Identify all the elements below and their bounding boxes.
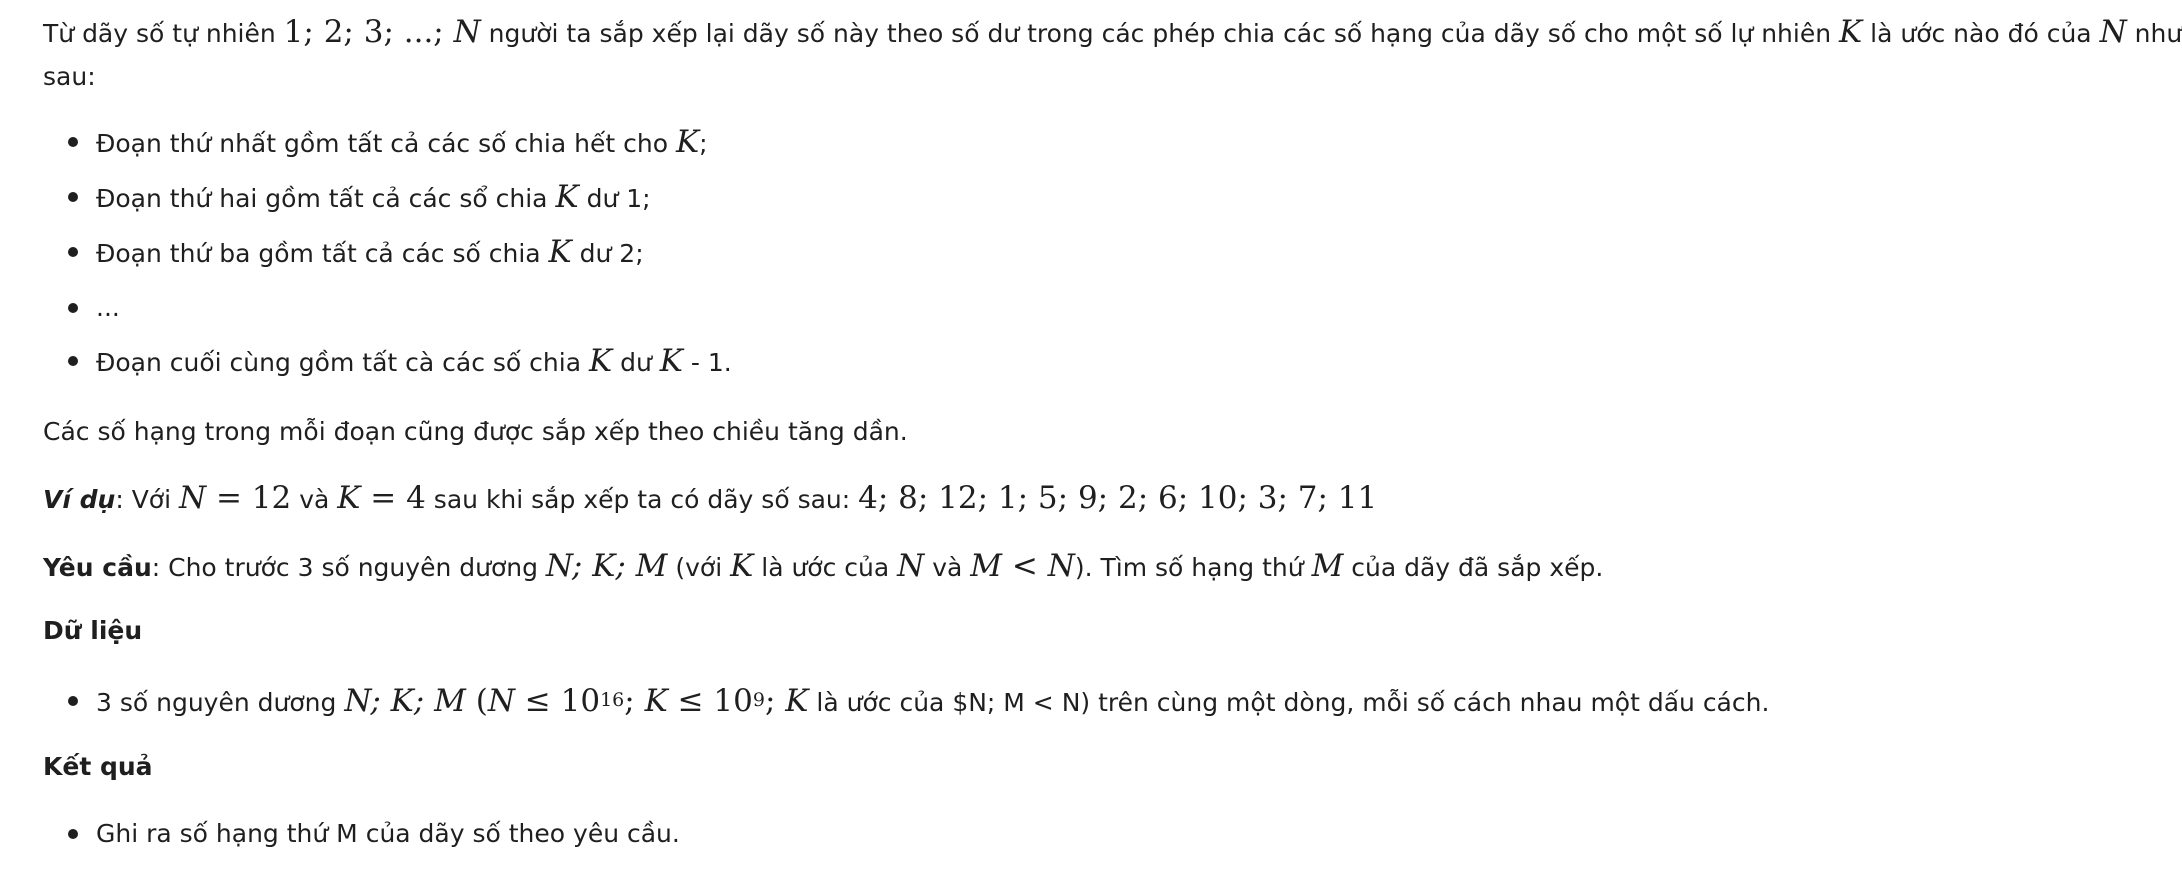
output-heading: Kết quả	[43, 752, 153, 781]
input-heading: Dữ liệu	[43, 616, 143, 645]
example-sequence: 4; 8; 12; 1; 5; 9; 2; 6; 10; 3; 7; 11	[858, 480, 1378, 516]
intro-text-1: Từ dãy số tự nhiên	[43, 19, 284, 48]
intro-text-2: người ta sắp xếp lại dãy số này theo số dư trong các phép chia các số hạng của dãy số cho một số lự nhiên	[480, 19, 1840, 48]
sequence-math: 1; 2; 3; ...; N	[283, 14, 481, 50]
list-item: Đoạn thứ hai gồm tất cả các sổ chia K dư 1;	[96, 179, 651, 215]
example-n-eq: N = 12	[179, 480, 292, 516]
requirement-line: Yêu cầu: Cho trước 3 số nguyên dương N; K; M (với K là ước của N và M < N). Tìm số hạng thứ M của dãy đã sắp xếp.	[43, 548, 1604, 584]
list-item: Ghi ra số hạng thứ M của dãy số theo yêu cầu.	[96, 819, 680, 848]
var-k: K	[1839, 14, 1863, 50]
example-k-eq: K = 4	[337, 480, 426, 516]
sorted-note: Các số hạng trong mỗi đoạn cũng được sắp xếp theo chiều tăng dần.	[43, 417, 908, 446]
list-item: 3 số nguyên dương N; K; M ($N \le 10^{16}$; $K \le 10^9$; K là ước của $N; M < N) trên cùng một dòng, mỗi số cách nhau một dấu cách.	[96, 683, 1770, 719]
example-label: Ví dụ	[43, 485, 116, 514]
var-n: N	[2099, 14, 2127, 50]
list-item: Đoạn thứ nhất gồm tất cả các số chia hết cho K;	[96, 124, 708, 160]
requirement-label: Yêu cầu	[43, 553, 152, 582]
intro-text-4: như	[2126, 19, 2182, 48]
list-item: Đoạn thứ ba gồm tất cả các số chia K dư 2;	[96, 234, 644, 270]
intro-line-2: sau:	[43, 62, 96, 91]
intro-text-3: là ước nào đó của	[1862, 19, 2100, 48]
list-item: Đoạn cuối cùng gồm tất cà các số chia K dư K - 1.	[96, 343, 732, 379]
intro-line-1	[43, 14, 2182, 50]
example-line: Ví dụ: Với N = 12 và K = 4 sau khi sắp xếp ta có dãy số sau: 4; 8; 12; 1; 5; 9; 2; 6; 10; 3; 7; 11	[43, 480, 1378, 516]
list-item: ...	[96, 293, 120, 322]
